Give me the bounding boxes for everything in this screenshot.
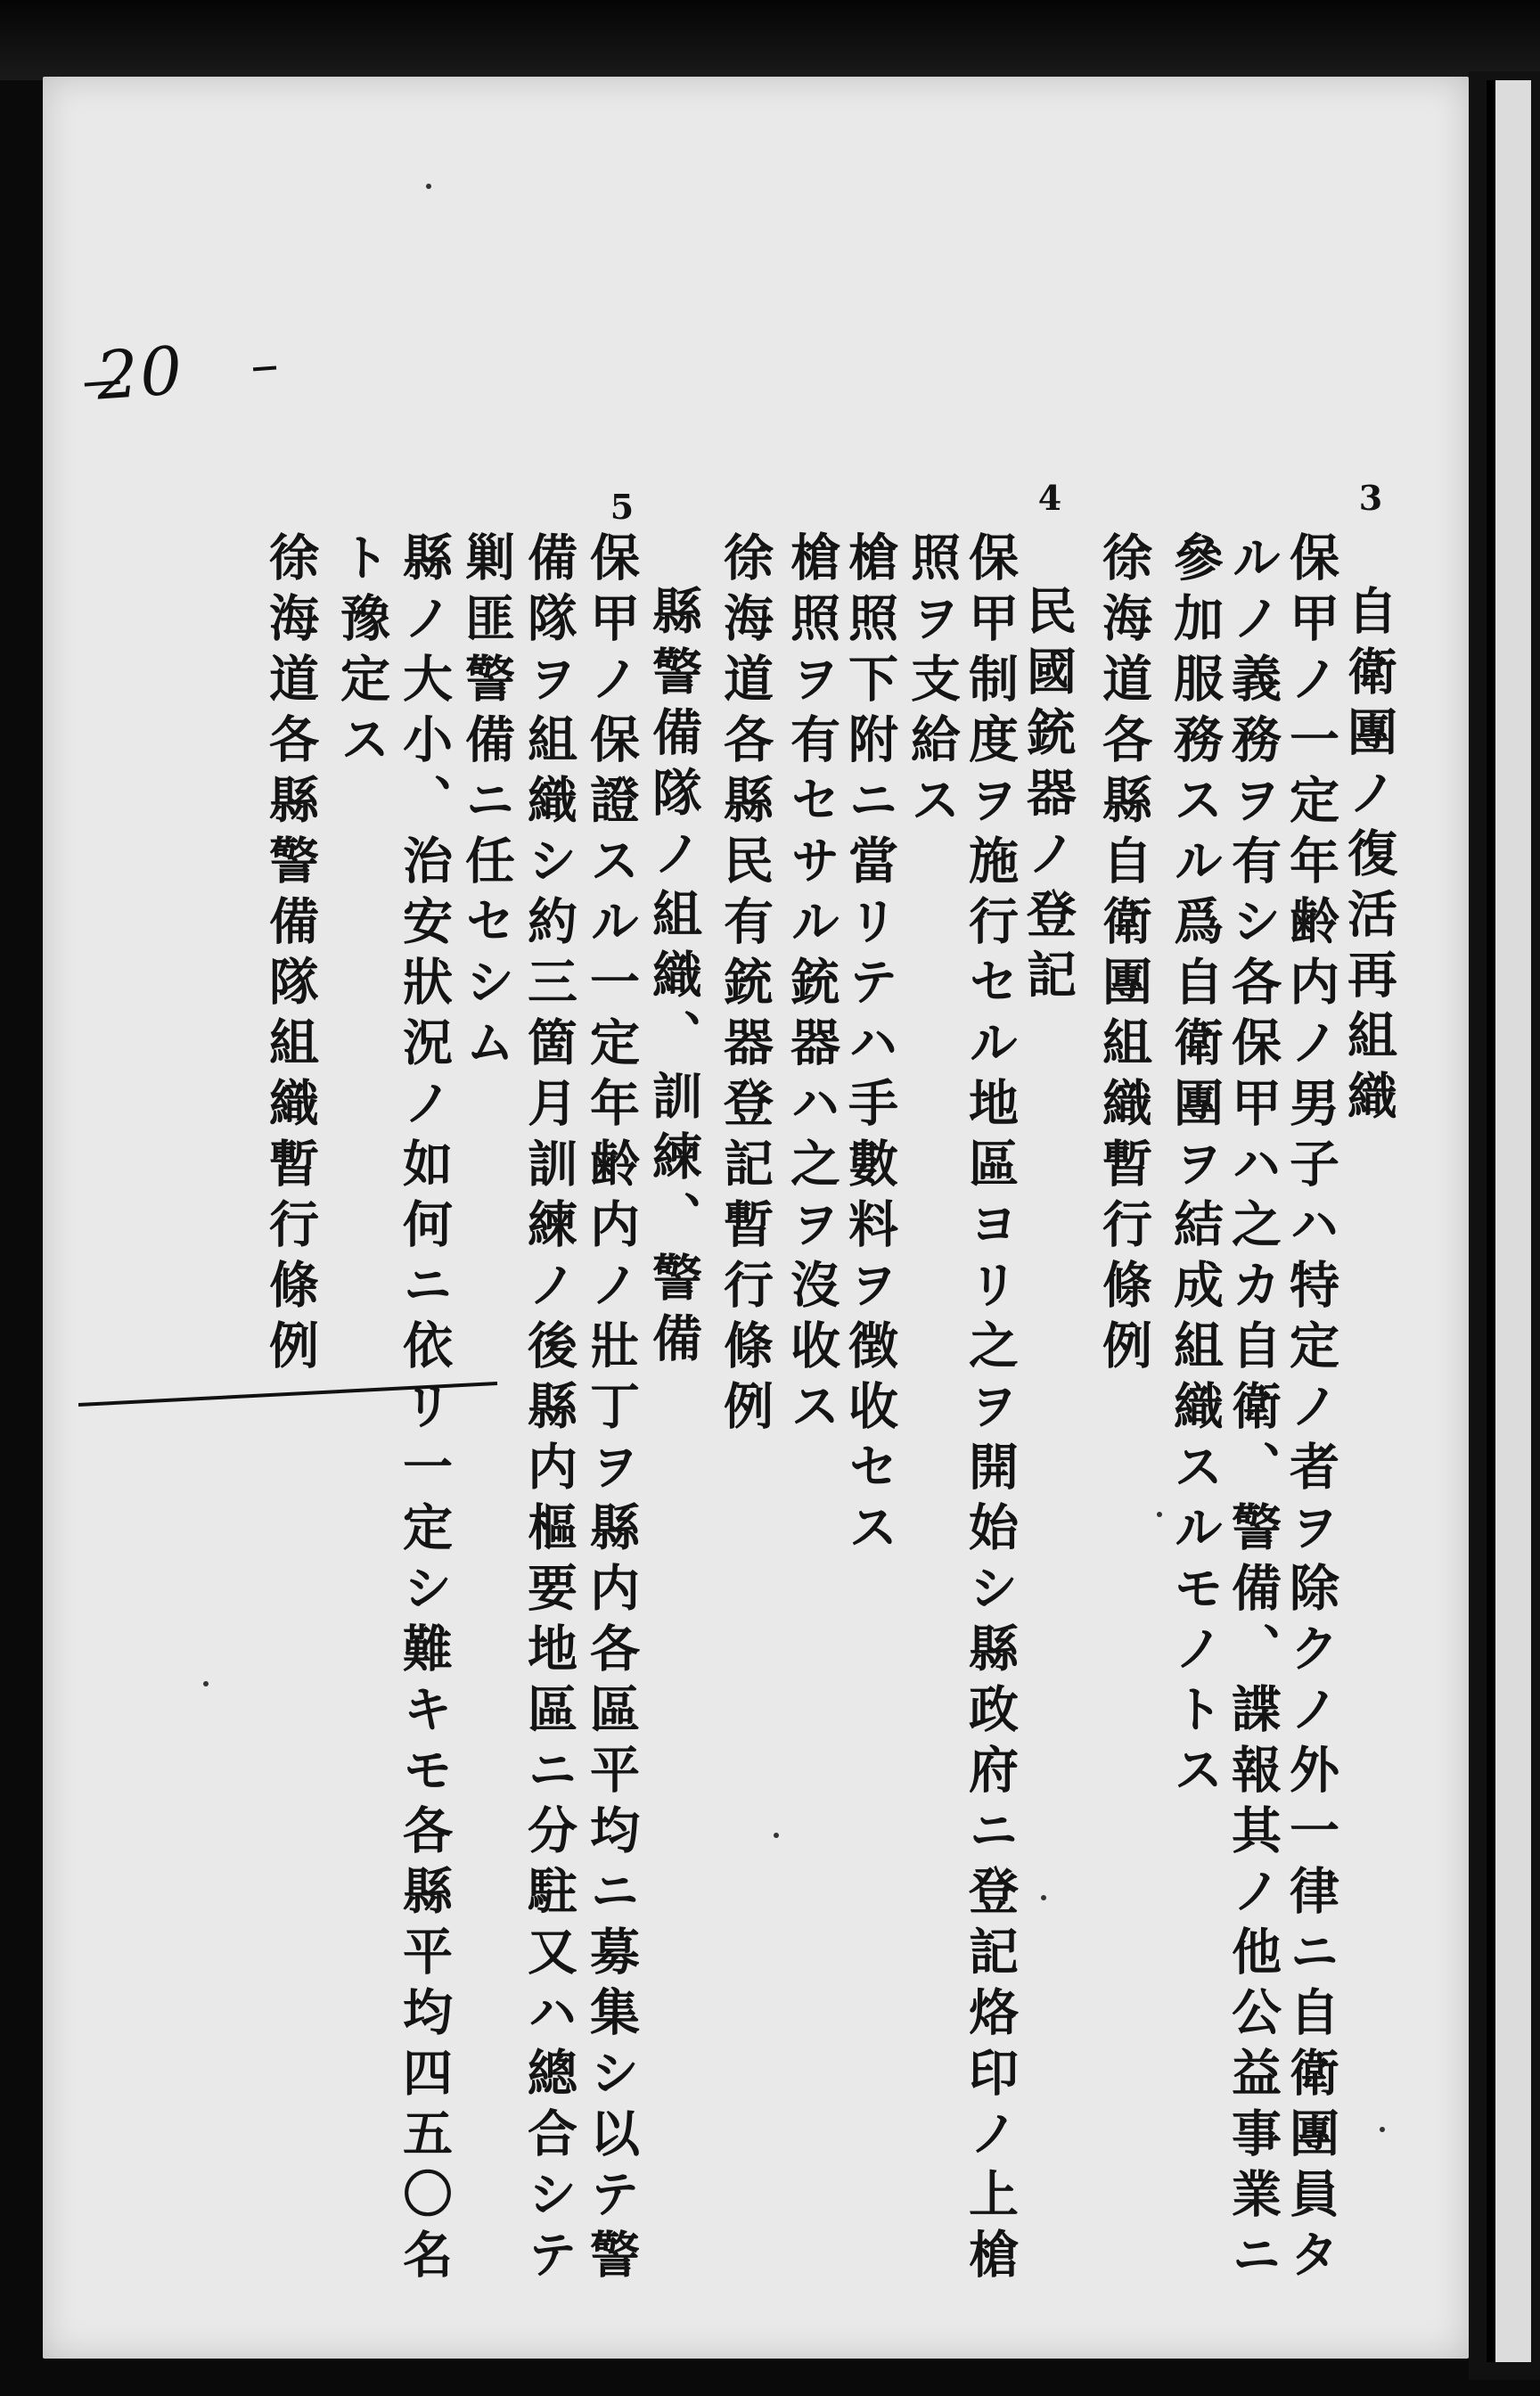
text-column-heading: 縣警備隊ノ組織、訓練、警備 (644, 585, 703, 1373)
scan-speck (203, 1681, 209, 1686)
text-column: 剿匪警備ニ任セシム (457, 531, 516, 1077)
scan-speck (1380, 2127, 1385, 2132)
text-column: 保甲制度ヲ施行セル地區ヨリ之ヲ開始シ縣政府ニ登記烙印ノ上槍 (961, 531, 1020, 2289)
text-column: 縣ノ大小、治安狀況ノ如何ニ依リ一定シ難キモ各縣平均四五〇名 (395, 531, 454, 2289)
scan-speck (426, 184, 431, 189)
top-binding-shadow (0, 0, 1540, 80)
scan-speck (774, 1833, 779, 1838)
text-column: 照ヲ支給ス (903, 531, 962, 834)
text-column-regulation-title: 徐海道各縣自衛團組織暫行條例 (1094, 531, 1153, 1380)
page-number: 20 (94, 329, 267, 412)
section-number-5: 5 (610, 487, 635, 527)
text-column-regulation-title: 徐海道各縣警備隊組織暫行條例 (261, 531, 320, 1380)
scan-speck (1157, 1512, 1162, 1517)
adjacent-page-sliver (1487, 80, 1531, 2362)
section-number-3: 3 (1358, 478, 1383, 518)
text-column: ルノ義務ヲ有シ各保甲ハ之カ自衛、警備、諜報其ノ他公益事業ニ (1224, 531, 1282, 2289)
document-page (43, 77, 1469, 2359)
pen-stroke-mark (78, 1378, 506, 1432)
text-column: ト豫定ス (332, 531, 391, 774)
text-column-heading: 自衛團ノ復活再組織 (1339, 585, 1398, 1130)
text-column: 槍照ヲ有セサル銃器ハ之ヲ沒收ス (782, 531, 841, 1440)
text-column: 參加服務スル爲自衛團ヲ結成組織スルモノトス (1166, 531, 1225, 1804)
text-column: 備隊ヲ組織シ約三箇月訓練ノ後縣内樞要地區ニ分駐又ハ總合シテ (520, 531, 578, 2289)
text-column-heading: 民國銃器ノ登記 (1019, 585, 1077, 1009)
text-column: 保甲ノ保證スル一定年齢内ノ壯丁ヲ縣内各區平均ニ募集シ以テ警 (582, 531, 641, 2289)
section-number-4: 4 (1037, 478, 1062, 518)
text-column-regulation-title: 徐海道各縣民有銃器登記暫行條例 (716, 531, 774, 1440)
text-column: 槍照下附ニ當リテハ手數料ヲ徴收セス (840, 531, 899, 1562)
text-column: 保甲ノ一定年齢内ノ男子ハ特定ノ者ヲ除クノ外一律ニ自衛團員タ (1282, 531, 1340, 2289)
scan-speck (1041, 1895, 1046, 1900)
